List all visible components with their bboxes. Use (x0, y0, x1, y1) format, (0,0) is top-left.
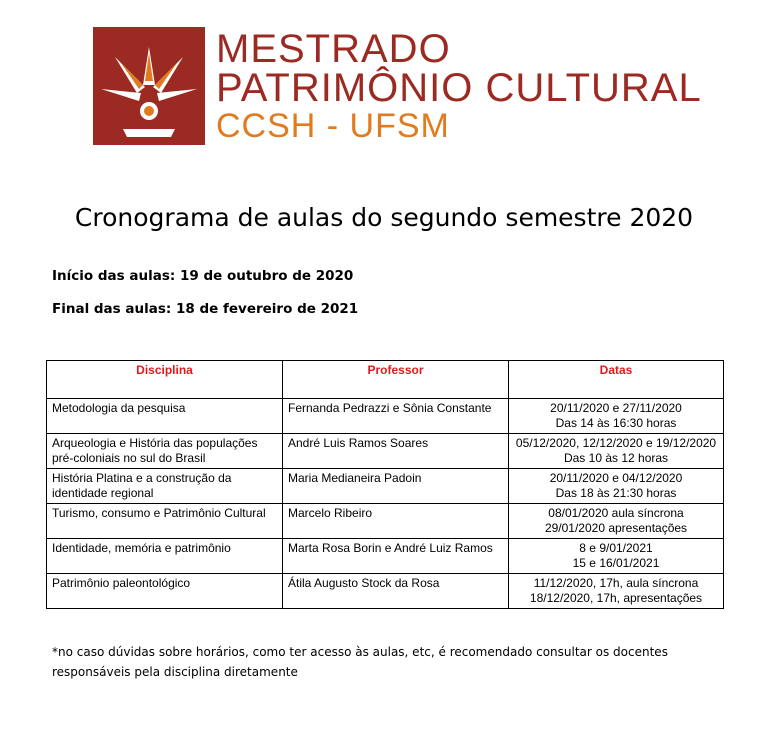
cell-disciplina: Patrimônio paleontológico (47, 574, 283, 609)
header-disciplina: Disciplina (47, 361, 283, 399)
table-row (47, 539, 724, 574)
cell-datas (509, 434, 724, 469)
cell-professor: André Luis Ramos Soares (283, 434, 509, 469)
end-date-text: Final das aulas: 18 de fevereiro de 2021 (52, 301, 359, 317)
date-line: Das 10 às 12 horas (563, 451, 669, 465)
document-title: Cronograma de aulas do segundo semestre 2020 (74, 202, 694, 232)
date-line: 29/01/2020 apresentações (544, 521, 688, 535)
cell-professor: Fernanda Pedrazzi e Sônia Constante (283, 399, 509, 434)
logo-emblem-icon (93, 27, 205, 145)
header-professor: Professor (283, 361, 509, 399)
date-line: 8 e 9/01/2021 (579, 541, 653, 555)
date-line: Das 18 às 21:30 horas (555, 486, 677, 500)
date-line: 20/11/2020 e 04/12/2020 (549, 471, 683, 485)
date-line: 18/12/2020, 17h, apresentações (529, 591, 703, 605)
cell-disciplina: Metodologia da pesquisa (47, 399, 283, 434)
cell-datas (509, 469, 724, 504)
date-line: 11/12/2020, 17h, aula síncrona (533, 576, 699, 590)
table-row (47, 504, 724, 539)
cell-professor: Átila Augusto Stock da Rosa (283, 574, 509, 609)
cell-professor: Maria Medianeira Padoin (283, 469, 509, 504)
cell-professor: Marta Rosa Borin e André Luiz Ramos (283, 539, 509, 574)
table-row (47, 434, 724, 469)
logo-line-patrimonio: PATRIMÔNIO CULTURAL (216, 66, 702, 110)
cell-disciplina: Identidade, memória e patrimônio (47, 539, 283, 574)
schedule-table (46, 360, 724, 609)
start-date-text: Início das aulas: 19 de outubro de 2020 (52, 268, 354, 284)
date-line: 08/01/2020 aula síncrona (548, 506, 684, 520)
logo-line-ccsh: CCSH - UFSM (216, 107, 450, 145)
cell-datas (509, 539, 724, 574)
cell-disciplina: Arqueologia e História das populações pré-coloniais no sul do Brasil (47, 434, 283, 469)
table-header-row (47, 361, 724, 399)
table-row (47, 469, 724, 504)
date-line: 15 e 16/01/2021 (572, 556, 660, 570)
cell-datas (509, 399, 724, 434)
date-line: Das 14 às 16:30 horas (555, 416, 677, 430)
footnote: *no caso dúvidas sobre horários, como ter acesso às aulas, etc, é recomendado consultar os docentes responsáveis pela disciplina diretamente (52, 645, 668, 679)
table-row (47, 399, 724, 434)
cell-disciplina: História Platina e a construção da identidade regional (47, 469, 283, 504)
table-row (47, 574, 724, 609)
logo-line-mestrado: MESTRADO (216, 27, 451, 71)
program-logo (93, 27, 702, 145)
cell-datas (509, 504, 724, 539)
date-line: 05/12/2020, 12/12/2020 e 19/12/2020 (515, 436, 717, 450)
cell-professor: Marcelo Ribeiro (283, 504, 509, 539)
cell-datas (509, 574, 724, 609)
date-line: 20/11/2020 e 27/11/2020 (550, 401, 682, 415)
cell-disciplina: Turismo, consumo e Patrimônio Cultural (47, 504, 283, 539)
header-datas: Datas (509, 361, 724, 399)
